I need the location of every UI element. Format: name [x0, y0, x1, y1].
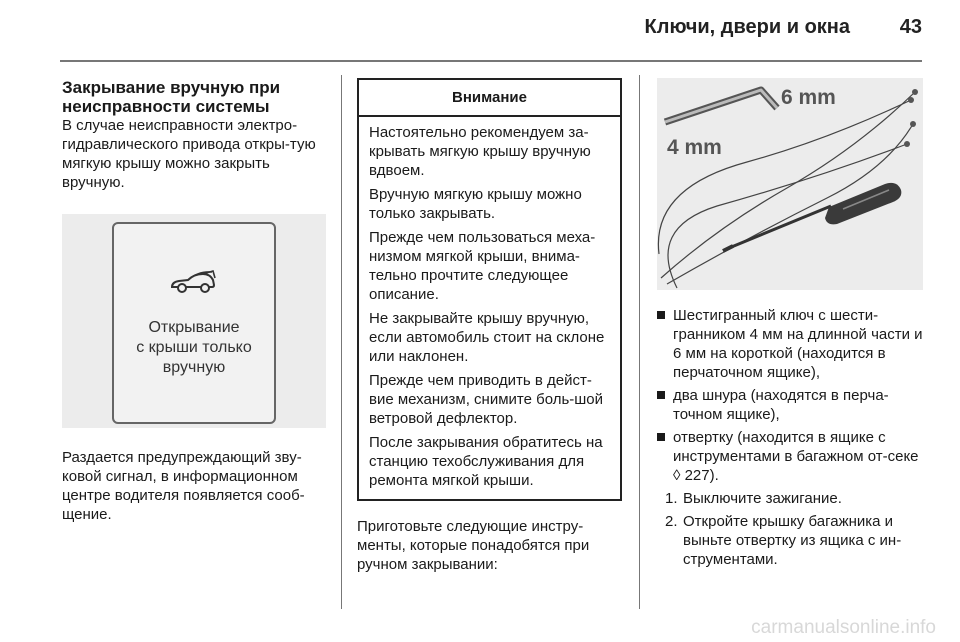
page-header-title: Ключи, двери и окна: [644, 16, 850, 38]
step-item: [657, 512, 923, 569]
notice-paragraph: Не закрывайте крышу вручную, если автомобиль стоит на склоне или наклонен.: [369, 310, 605, 365]
step-item: [657, 489, 923, 508]
notice-paragraph: Прежде чем пользоваться меха-низмом мягкой крыши, внима-тельно прочтите следующее описание.: [369, 229, 596, 303]
column-left: [62, 78, 326, 524]
intro-paragraph: В случае неисправности электро-гидравлического привода откры-тую мягкую крышу можно закрыть вручную.: [62, 117, 316, 191]
notice-body: [359, 117, 620, 499]
tools-figure: [657, 78, 923, 290]
bullet-square-icon: [657, 311, 665, 319]
label-6mm: 6 mm: [781, 86, 836, 109]
notice-title: Внимание: [359, 80, 620, 117]
tools-intro-paragraph: Приготовьте следующие инстру-менты, которые понадобятся при ручном закрывании:: [357, 518, 590, 573]
column-right: [657, 78, 923, 573]
label-4mm: 4 mm: [667, 136, 722, 159]
notice-paragraph: Прежде чем приводить в дейст-вие механизм, снимите боль-шой ветровой дефлектор.: [369, 372, 604, 427]
watermark: carmanualsonline.info: [751, 617, 936, 638]
column-divider-right: [639, 75, 640, 609]
column-divider-left: [341, 75, 342, 609]
warning-figure: [62, 214, 326, 428]
header-divider: [60, 60, 922, 62]
screwdriver-shaft: [729, 206, 831, 248]
notice-paragraph: Вручную мягкую крышу можно только закрывать.: [369, 186, 582, 222]
tools-list: [657, 306, 923, 485]
screwdriver-handle: [825, 183, 901, 225]
column-middle: [357, 78, 622, 574]
notice-box: [357, 78, 622, 501]
list-item: [657, 428, 923, 485]
warning-display-text: [114, 318, 274, 378]
bullet-square-icon: [657, 391, 665, 399]
warning-line-1: Открывание: [148, 319, 240, 336]
cord-3: [658, 100, 911, 254]
warning-line-2: с крыши только: [136, 339, 252, 356]
warning-display: [112, 222, 276, 424]
tools-illustration: [657, 78, 923, 290]
step-number: 2.: [665, 513, 678, 530]
steps-list: [657, 489, 923, 569]
section-heading: Закрывание вручную при неисправности системы: [62, 78, 281, 116]
notice-paragraph: Настоятельно рекомендуем за-крывать мягкую крышу вручную вдвоем.: [369, 124, 591, 179]
step-text: Откройте крышку багажника и выньте отвертку из ящика с ин-струментами.: [683, 513, 902, 568]
step-text: Выключите зажигание.: [683, 490, 842, 507]
list-item: [657, 386, 923, 424]
step-number: 1.: [665, 490, 678, 507]
bullet-square-icon: [657, 433, 665, 441]
warning-line-3: вручную: [162, 359, 226, 376]
list-item-text: Шестигранный ключ с шести-гранником 4 мм на длинной части и 6 мм на короткой (находится в перчаточном ящике),: [673, 307, 923, 381]
list-item-text: два шнура (находятся в перча-точном ящике),: [673, 387, 889, 423]
list-item-text: отвертку (находится в ящике с инструментами в багажном от-секе ◊ 227).: [673, 429, 919, 484]
notice-paragraph: После закрывания обратитесь на станцию техобслуживания для ремонта мягкой крыши.: [369, 434, 603, 489]
signal-paragraph: Раздается предупреждающий зву-ковой сигнал, в информационном центре водителя появляется сооб-щение.: [62, 449, 305, 523]
list-item: [657, 306, 923, 382]
cord-4: [668, 144, 907, 288]
page-number: 43: [899, 16, 922, 38]
convertible-car-icon: [168, 268, 218, 296]
